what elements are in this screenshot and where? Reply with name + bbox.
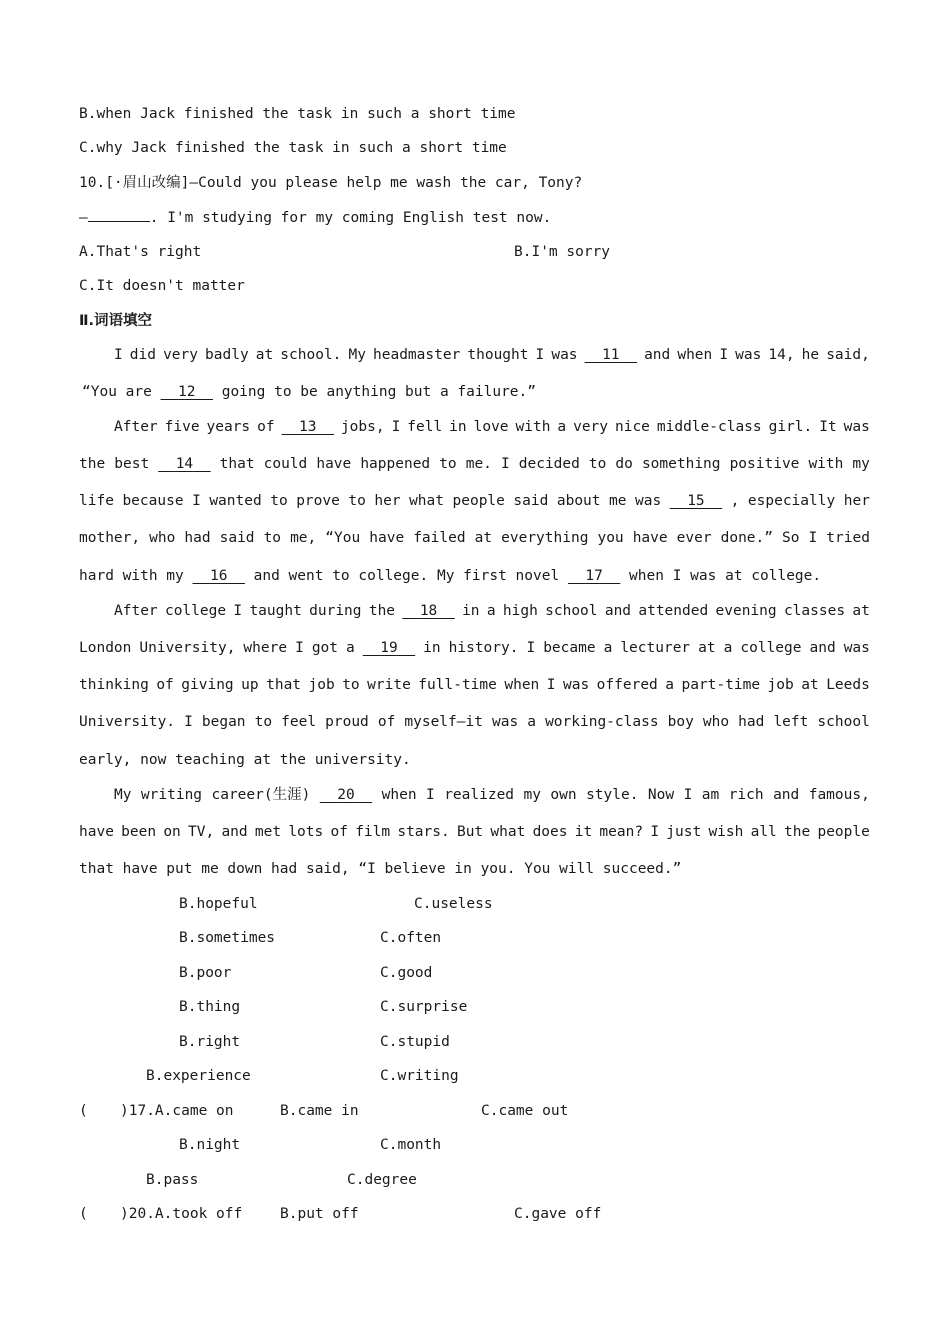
option-18-c: C.month	[380, 1137, 442, 1153]
blank-20: 20	[337, 787, 355, 803]
option-14-c: C.surprise	[380, 999, 468, 1015]
option-20-c: C.gave off	[514, 1206, 602, 1222]
option-17-a: )17.A.came on	[120, 1103, 234, 1119]
answer-paren-17: (	[79, 1103, 88, 1119]
q10-reply-text: . I'm studying for my coming English test now.	[149, 210, 552, 226]
option-17-c: C.came out	[481, 1103, 569, 1119]
option-14-b: B.thing	[179, 999, 241, 1015]
passage-line: I did very badly at school. My headmaster thought I was 11 and when I was 14, he said,	[114, 347, 870, 363]
blank-18: 18	[419, 603, 438, 619]
q10-option-c: C.It doesn't matter	[79, 278, 245, 294]
passage-line: University. I began to feel proud of myself—it was a working-class boy who had left school	[79, 714, 870, 730]
option-20-b: B.put off	[280, 1206, 359, 1222]
option-12-b: B.sometimes	[179, 930, 276, 946]
passage-line: that have put me down had said, “I believe in you. You will succeed.”	[79, 861, 682, 877]
passage-line: hard with my 16 and went to college. My first novel 17 when I was at college.	[79, 568, 822, 584]
blank-19: 19	[380, 640, 398, 656]
blank-15: 15	[687, 493, 705, 509]
option-15-c: C.stupid	[380, 1034, 450, 1050]
option-11-c: C.useless	[414, 896, 493, 912]
blank-13: 13	[299, 419, 317, 435]
option-19-b: B.pass	[146, 1172, 199, 1188]
blank-12: 12	[178, 384, 196, 400]
passage-line: early, now teaching at the university.	[79, 752, 411, 768]
option-20-a: )20.A.took off	[120, 1206, 243, 1222]
option-11-b: B.hopeful	[179, 896, 258, 912]
passage-line: London University, where I got a 19 in history. I became a lecturer at a college and was	[79, 640, 870, 656]
option-12-c: C.often	[380, 930, 442, 946]
option-16-b: B.experience	[146, 1068, 251, 1084]
blank-17: 17	[585, 568, 603, 584]
word: I	[114, 347, 123, 363]
blank-16: 16	[209, 568, 228, 584]
q10-reply	[79, 207, 551, 228]
passage-line: thinking of giving up that job to write full-time when I was offered a part-time job at Leeds	[79, 677, 870, 693]
option-16-c: C.writing	[380, 1068, 459, 1084]
q10-stem: 10.[·眉山改编]—Could you please help me wash the car, Tony?	[79, 175, 583, 191]
answer-paren-20: (	[79, 1206, 88, 1222]
q9-option-b: B.when Jack finished the task in such a short time	[79, 106, 516, 122]
option-13-c: C.good	[380, 965, 433, 981]
passage-line: “You are 12 going to be anything but a failure.”	[82, 384, 536, 400]
blank-14: 14	[175, 456, 194, 472]
option-19-c: C.degree	[347, 1172, 417, 1188]
passage-line: mother, who had said to me, “You have failed at everything you have ever done.” So I tried	[79, 530, 870, 546]
q10-option-a: A.That's right	[79, 244, 202, 260]
q10-answer-blank	[88, 207, 150, 222]
q9-option-c: C.why Jack finished the task in such a short time	[79, 140, 507, 156]
option-17-b: B.came in	[280, 1103, 359, 1119]
q10-dash: —	[79, 210, 88, 226]
option-18-b: B.night	[179, 1137, 241, 1153]
passage-line: the best 14 that could have happened to me. I decided to do something positive with my	[79, 456, 870, 472]
blank-11: 11	[602, 347, 620, 363]
q10-option-b: B.I'm sorry	[514, 244, 611, 260]
passage-line: have been on TV, and met lots of film stars. But what does it mean? I just wish all the people	[79, 824, 870, 840]
passage-line: life because I wanted to prove to her what people said about me was 15 , especially her	[79, 493, 870, 509]
passage-line: My writing career(生涯) 20 when I realized my own style. Now I am rich and famous,	[114, 787, 870, 803]
section-heading: Ⅱ.词语填空	[79, 313, 153, 329]
passage-line: After college I taught during the 18 in a high school and attended evening classes at	[114, 603, 870, 619]
passage-line: After five years of 13 jobs, I fell in love with a very nice middle-class girl. It was	[114, 419, 870, 435]
option-15-b: B.right	[179, 1034, 241, 1050]
option-13-b: B.poor	[179, 965, 232, 981]
